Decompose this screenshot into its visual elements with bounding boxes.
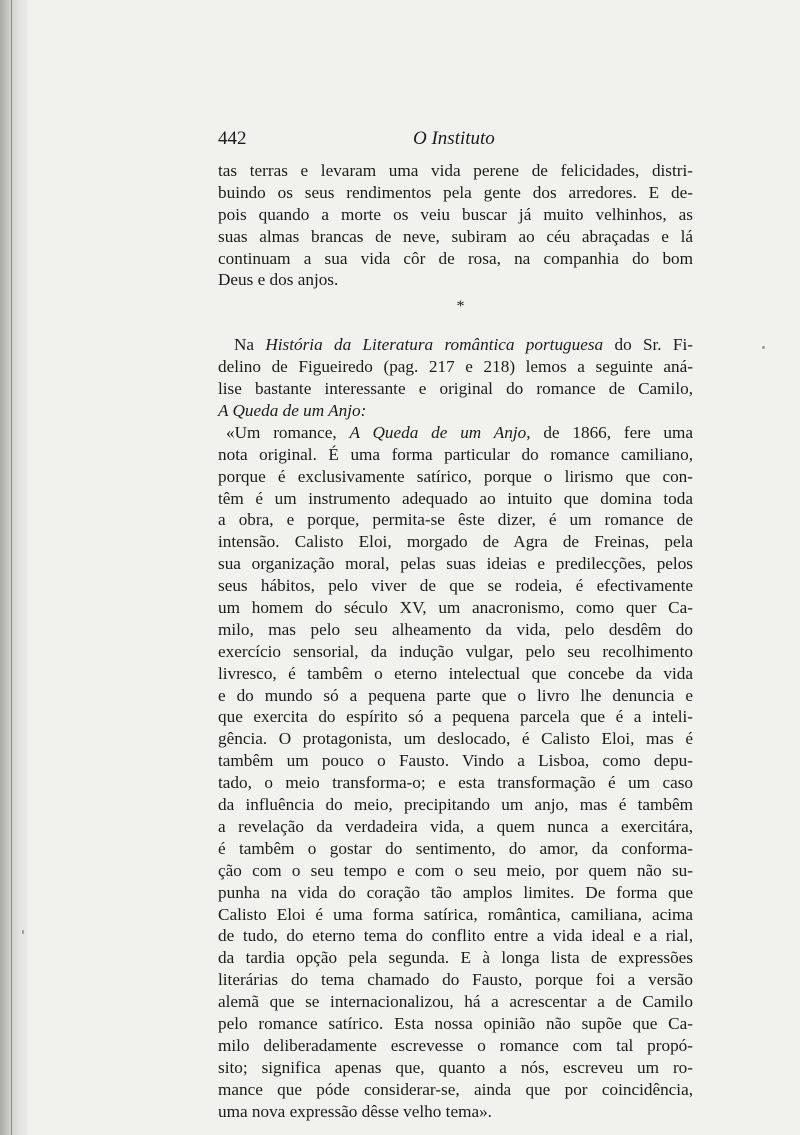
text-line: sito; significa apenas que, quanto a nós, escreveu um ro- — [218, 1057, 693, 1077]
text-line: tado, o meio transforma-o; e esta transformação é um caso — [218, 773, 693, 793]
binding-edge-line — [11, 0, 12, 1135]
page-body — [218, 160, 693, 1122]
text-line: têm é um instrumento adequado ao intuito que domina toda — [218, 488, 693, 508]
text-line: suas almas brancas de neve, subiram ao céu abraçadas e lá — [218, 226, 693, 246]
text-line: porque é exclusivamente satírico, porque o lirismo que con- — [218, 466, 693, 486]
book-title-italic: História da Literatura romântica portuguesa — [265, 335, 604, 355]
paper-speck — [22, 930, 24, 934]
text-line — [218, 334, 693, 356]
text-line: literárias do tema chamado do Fausto, porque foi a versão — [218, 970, 693, 990]
paper-speck — [762, 346, 765, 349]
text-line: delino de Figueiredo (pag. 217 e 218) lemos a seguinte aná- — [218, 357, 693, 377]
text-line: alemã que se internacionalizou, há a acrescentar a de Camilo — [218, 992, 693, 1012]
text-run: «Um romance, — [226, 422, 350, 442]
text-run: do Sr. Fi- — [603, 335, 693, 355]
text-line: uma nova expressão dêsse velho tema». — [218, 1101, 492, 1121]
running-title: O Instituto — [413, 128, 495, 149]
text-line: um homem do século XV, um anacronismo, como quer Ca- — [218, 598, 693, 618]
text-line: livresco, é tambêm o eterno intelectual que concebe da vida — [218, 663, 693, 683]
text-line: mance que póde considerar-se, ainda que por coincidência, — [218, 1079, 693, 1099]
page-binding-shadow — [0, 0, 28, 1135]
text-line: Calisto Eloi é uma forma satírica, romântica, camiliana, acima — [218, 904, 693, 924]
text-line: pelo romance satírico. Esta nossa opinião não supõe que Ca- — [218, 1013, 693, 1033]
text-line: pois quando a morte os veiu buscar já muito velhinhos, as — [218, 204, 693, 224]
novel-title-italic: A Queda de um Anjo, — [349, 422, 531, 442]
section-separator-asterisk: * — [456, 298, 465, 316]
text-line: intensão. Calisto Eloi, morgado de Agra de Freinas, pela — [218, 532, 693, 552]
page-header — [218, 128, 693, 154]
text-line: sua organização moral, pelas suas ideias e predilecções, pelos — [218, 554, 693, 574]
text-line: é tambêm o gostar do sentimento, do amor, da conforma- — [218, 838, 693, 858]
text-line: seus hábitos, pelo viver de que se rodeia, é efectivamente — [218, 576, 693, 596]
text-line: gência. O protagonista, um deslocado, é Calisto Eloi, mas é — [218, 729, 693, 749]
text-line: lise bastante interessante e original do romance de Camilo, — [218, 379, 693, 399]
text-line: que exercita do espírito só a pequena parcela que é a inteli- — [218, 707, 693, 727]
text-line: ção com o seu tempo e com o seu meio, por quem não su- — [218, 860, 693, 880]
text-line: tas terras e levaram uma vida perene de felicidades, distri- — [218, 161, 693, 180]
text-line: exercício sensorial, da indução vulgar, pelo seu recolhimento — [218, 641, 693, 661]
novel-title-italic: A Queda de um Anjo: — [218, 401, 367, 421]
text-line: milo, mas pelo seu alheamento da vida, pelo desdêm do — [218, 619, 693, 639]
paragraph-introduction — [218, 334, 693, 422]
text-line: buindo os seus rendimentos pela gente dos arredores. E de- — [218, 182, 693, 202]
text-run: Na — [234, 335, 266, 355]
quotation-block — [218, 422, 693, 1123]
text-line: continuam a sua vida côr de rosa, na companhia do bom — [218, 248, 693, 268]
page-number: 442 — [218, 128, 247, 149]
section-gap — [218, 323, 693, 334]
text-line: da influência do meio, precipitando um anjo, mas é tambêm — [218, 795, 693, 815]
text-line: a revelação da verdadeira vida, a quem nunca a exercitára, — [218, 816, 693, 836]
text-line: da tardia opção pela segunda. E à longa lista de expressões — [218, 948, 693, 968]
text-line: milo deliberadamente escrevesse o romance com tal propó- — [218, 1035, 693, 1055]
paragraph-closing-story — [218, 160, 693, 291]
text-line: punha na vida do coração tão amplos limites. De forma que — [218, 882, 693, 902]
text-line: Deus e dos anjos. — [218, 270, 339, 290]
text-line: tambêm um pouco o Fausto. Vindo a Lisboa, como depu- — [218, 751, 693, 771]
text-line — [218, 422, 693, 444]
text-line: de tudo, do eterno tema do conflito entre a vida ideal e a rial, — [218, 926, 693, 946]
text-run: de 1866, fere uma — [530, 422, 693, 442]
text-line: nota original. É uma forma particular do romance camiliano, — [218, 444, 693, 464]
text-line: e do mundo só a pequena parte que o livro lhe denuncia e — [218, 685, 693, 705]
text-line: a obra, e porque, permita-se êste dizer, é um romance de — [218, 510, 693, 530]
